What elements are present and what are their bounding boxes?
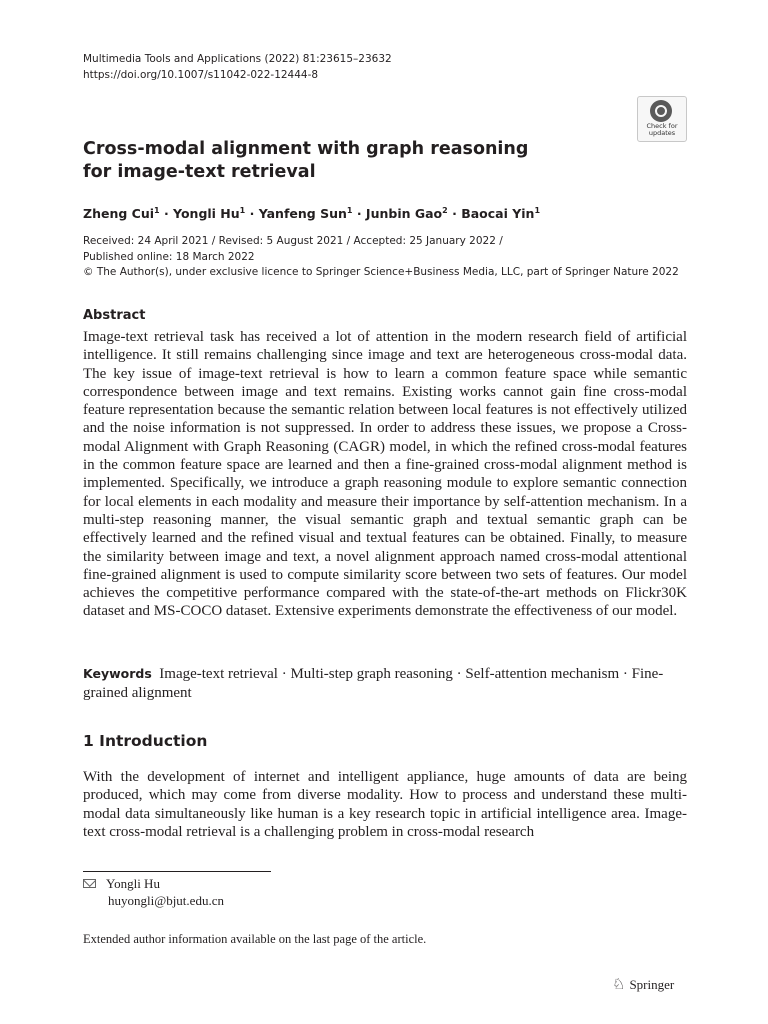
envelope-icon xyxy=(83,879,96,888)
title-line-1: Cross-modal alignment with graph reasoning xyxy=(83,139,529,159)
paper-title xyxy=(83,138,528,184)
publisher-name: Springer xyxy=(629,977,675,992)
corresponding-author-email[interactable]: huyongli@bjut.edu.cn xyxy=(108,893,224,908)
author-affiliation: 1 xyxy=(534,206,541,215)
abstract-heading: Abstract xyxy=(83,308,146,323)
footnote-divider xyxy=(83,871,271,872)
crossmark-label: Check for updates xyxy=(646,122,678,137)
corresponding-author xyxy=(83,875,224,909)
author-affiliation: 1 xyxy=(154,206,160,215)
dates-line: Received: 24 April 2021 / Revised: 5 August 2021 / Accepted: 25 January 2022 / xyxy=(83,235,503,247)
extended-author-info: Extended author information available on the last page of the article. xyxy=(83,932,427,946)
author-name: Yongli Hu xyxy=(173,206,240,222)
author-name: Baocai Yin xyxy=(461,206,535,222)
author-affiliation: 2 xyxy=(442,206,448,215)
author-name: Yanfeng Sun xyxy=(258,206,347,222)
publisher-logo xyxy=(612,975,674,994)
published-online: Published online: 18 March 2022 xyxy=(83,250,255,263)
keywords-text: Image-text retrieval · Multi-step graph reasoning · Self-attention mechanism · Fine-grained alignment xyxy=(83,666,664,701)
author-separator: · xyxy=(163,206,169,222)
author-name: Zheng Cui xyxy=(83,206,154,222)
corresponding-author-name: Yongli Hu xyxy=(106,876,160,891)
keywords xyxy=(83,664,687,703)
author-affiliation: 1 xyxy=(239,206,246,215)
title-line-2: for image-text retrieval xyxy=(83,162,316,182)
publication-history xyxy=(83,234,679,281)
abstract-text: Image-text retrieval task has received a lot of attention in the modern research field of artificial intelligence. It still remains challenging since image and text are heterogeneous cross-modal data. The key issue of image-text retrieval is how to learn a common feature space while semantic correspondence between image and text remains. Existing works cannot gain fine cross-modal feature representation because the semantic relation between local features is not effectively utilized and the noise information is not suppressed. In order to address these issues, we propose a Cross-modal Alignment with Graph Reasoning (CAGR) model, in which the refined cross-modal features in the common feature space are learned and then a fine-grained cross-modal alignment method is implemented. Specifically, we introduce a graph reasoning module to explore semantic connection for local elements in each modality and measure their importance by self-attention mechanism. In a multi-step reasoning manner, the visual semantic graph and textual semantic graph can be effectively learned and the refined visual and textual features can be obtained. Finally, to measure the similarity between image and text, a novel alignment approach named cross-modal attentional fine-grained alignment is used to compute similarity score between two sets of features. Our model achieves the competitive performance compared with the state-of-the-art methods on Flickr30K dataset and MS-COCO dataset. Extensive experiments demonstrate the effectiveness of our model. xyxy=(83,329,687,620)
author-separator: · xyxy=(356,206,362,222)
doi-link[interactable]: https://doi.org/10.1007/s11042-022-12444-8 xyxy=(83,69,319,81)
springer-horse-icon: ♘ xyxy=(612,977,626,993)
author-affiliation: 1 xyxy=(346,206,353,215)
copyright-line: © The Author(s), under exclusive licence to Springer Science+Business Media, LLC, part of Springer Nature 2022 xyxy=(83,266,679,278)
author-separator: · xyxy=(452,206,457,222)
crossmark-icon xyxy=(650,100,672,122)
check-for-updates-badge[interactable] xyxy=(637,96,687,142)
section-heading-introduction: 1 Introduction xyxy=(83,732,208,750)
journal-citation: Multimedia Tools and Applications (2022) 81:23615–23632 xyxy=(83,53,392,65)
author-separator: · xyxy=(249,206,255,222)
author-list xyxy=(83,206,540,221)
author-name: Junbin Gao xyxy=(365,206,443,222)
keywords-heading: Keywords xyxy=(83,666,152,681)
journal-header xyxy=(83,51,392,83)
introduction-text: With the development of internet and intelligent appliance, huge amounts of data are being produced, which may come from diverse modality. How to process and understand these multi-modal data simultaneously like human is a key research topic in artificial intelligence area. Image-text cross-modal retrieval is a challenging problem in cross-modal research xyxy=(83,769,687,840)
